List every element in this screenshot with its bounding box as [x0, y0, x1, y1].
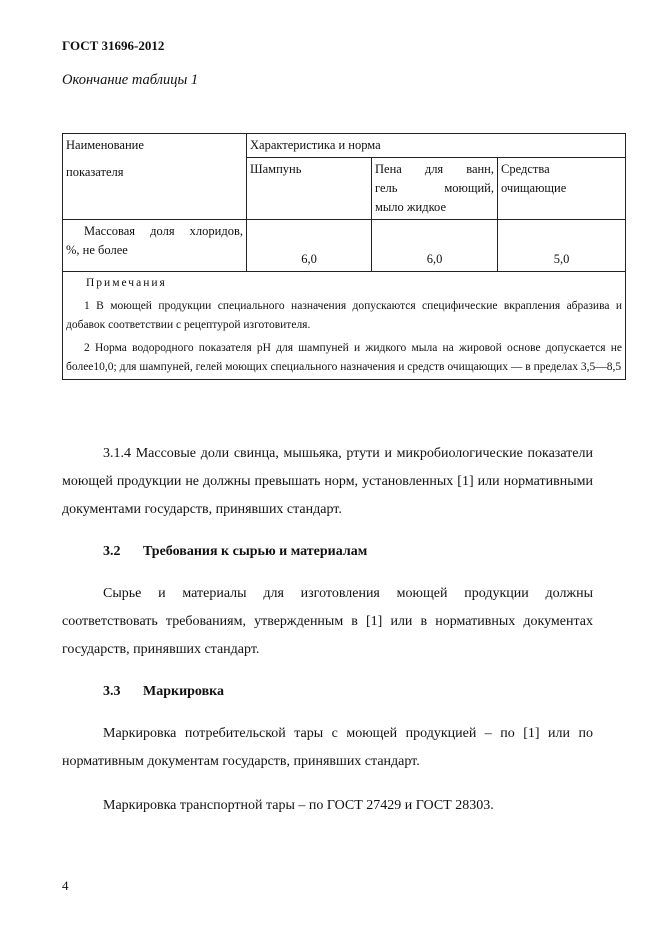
header-bath-foam — [372, 158, 498, 220]
bath-foam-line2: гель моющий, — [375, 181, 494, 195]
cleansers-line1: Средства — [501, 162, 550, 176]
row-chlorides-name — [63, 220, 247, 272]
heading-3-2-title: Требования к сырью и материалам — [143, 544, 368, 559]
heading-3-2-number: 3.2 — [103, 544, 121, 559]
value-bath-foam: 6,0 — [372, 220, 498, 272]
document-header: ГОСТ 31696-2012 — [62, 38, 165, 53]
note-1: 1 В моющей продукции специального назначения допускаются специфические вкрапления абразива и добавок соответствии с рецептурой изготовителя. — [66, 300, 623, 331]
paragraph-3-2: Сырье и материалы для изготовления моющей продукции должны соответствовать требованиям, утвержденным в [1] или в нормативных документах государств, принявших стандарт. — [62, 586, 593, 657]
notes-title: Примечания — [86, 277, 167, 289]
paragraph-3-3-consumer: Маркировка потребительской тары с моющей продукцией – по [1] или по нормативным документам государств, принявших стандарт. — [62, 726, 593, 769]
heading-3-3 — [62, 678, 593, 706]
note-2: 2 Норма водородного показателя pH для шампуней и жидкого мыла на жировой основе допускается не более10,0; для шампуней, гелей моющих специального назначения и средств очищающих — в пределах 3,5—8,5 — [66, 342, 623, 373]
heading-3-3-number: 3.3 — [103, 684, 121, 699]
paragraph-3-1-4: 3.1.4 Массовые доли свинца, мышьяка, ртути и микробиологические показатели моющей продукции не должны превышать норм, установленных [1] или нормативными документами государств, принявших стандарт. — [62, 446, 593, 517]
heading-3-3-title: Маркировка — [143, 684, 224, 699]
table-caption: Окончание таблицы 1 — [62, 72, 199, 88]
bath-foam-line3: мыло жидкое — [375, 200, 446, 214]
paragraph-3-3-transport: Маркировка транспортной тары – по ГОСТ 27429 и ГОСТ 28303. — [103, 798, 494, 813]
value-shampoo: 6,0 — [247, 220, 372, 272]
value-cleansers: 5,0 — [498, 220, 626, 272]
chlorides-line1: Массовая доля хлоридов, — [84, 224, 243, 238]
bath-foam-line1: Пена для ванн, — [375, 162, 494, 176]
cleansers-line2: очищающие — [501, 181, 567, 195]
table-notes — [63, 272, 626, 380]
table-1 — [62, 133, 626, 380]
section-body — [62, 440, 593, 820]
header-shampoo: Шампунь — [247, 158, 372, 220]
header-cleansers — [498, 158, 626, 220]
header-indicator-line2: показателя — [66, 165, 124, 179]
header-indicator-line1: Наименование — [66, 138, 144, 152]
chlorides-line2: %, не более — [66, 243, 128, 257]
header-characteristic: Характеристика и норма — [247, 134, 626, 158]
header-indicator-name — [63, 134, 247, 220]
page-number: 4 — [62, 878, 69, 893]
heading-3-2 — [62, 538, 593, 566]
